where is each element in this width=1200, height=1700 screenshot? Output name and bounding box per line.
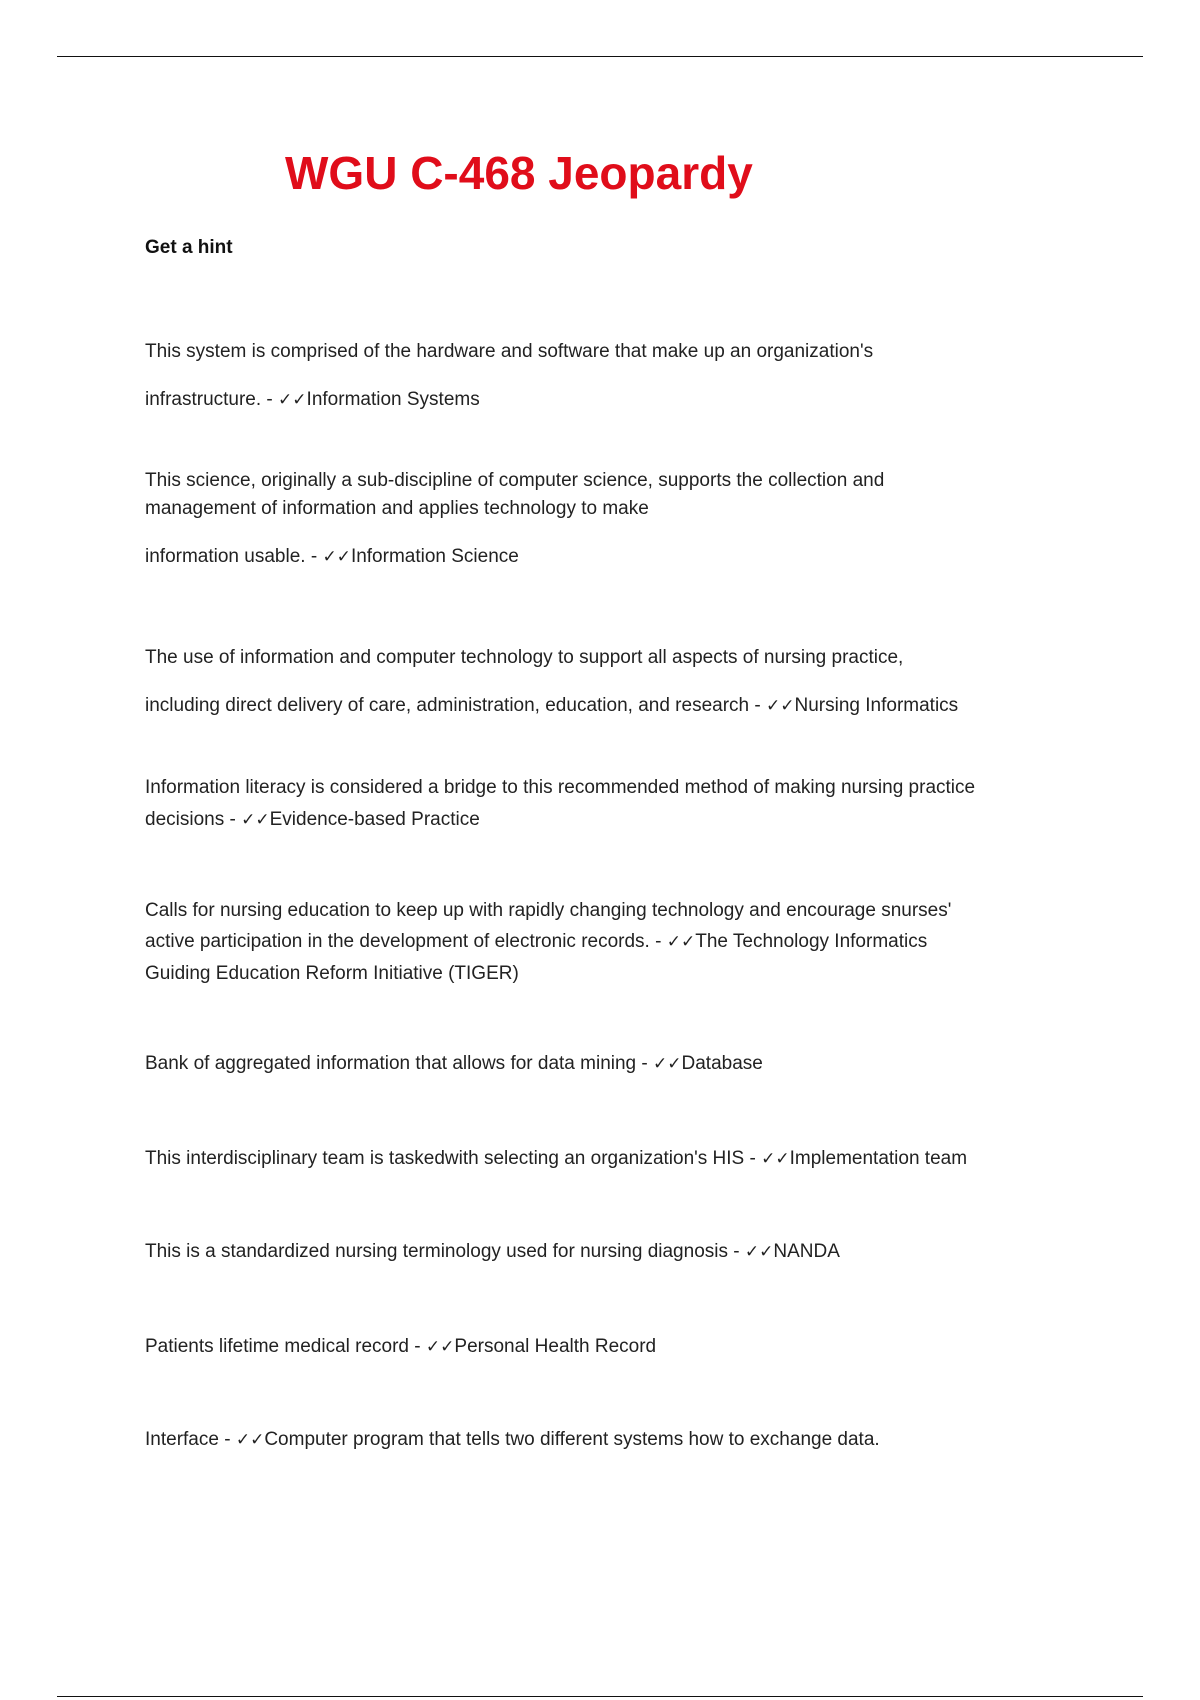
double-check-icon: ✓✓ [666, 932, 696, 952]
answer-text: Computer program that tells two different systems how to exchange data. [264, 1429, 880, 1450]
answer-text: Information Science [350, 546, 519, 567]
double-check-icon: ✓✓ [761, 1149, 790, 1169]
question-answer-line [145, 926, 1045, 958]
question-line: This science, originally a sub-discipline of computer science, supports the collection and [145, 470, 885, 491]
question-line: This system is comprised of the hardware and software that make up an organization's [145, 341, 874, 362]
question-text: including direct delivery of care, administration, education, and research [145, 695, 750, 716]
question-answer-line [145, 682, 1045, 730]
answer-text: NANDA [773, 1241, 840, 1262]
qa-item-4 [145, 772, 1045, 836]
double-check-icon: ✓✓ [241, 810, 270, 830]
answer-text: The Technology Informatics [695, 931, 928, 952]
separator: - [749, 695, 766, 716]
question-line: management of information and applies technology to make [145, 498, 649, 519]
hint-label: Get a hint [145, 237, 233, 258]
question-answer-line [145, 1145, 1045, 1173]
question-text: information usable. [145, 546, 306, 567]
answer-text: Information Systems [306, 389, 480, 410]
question-line: Information literacy is considered a bridge to this recommended method of making nursing practice [145, 777, 976, 798]
answer-text: Database [681, 1053, 763, 1074]
question-text: Interface [145, 1429, 219, 1450]
double-check-icon: ✓✓ [425, 1337, 455, 1357]
qa-item-1 [145, 328, 1045, 424]
question-text: This interdisciplinary team is taskedwith selecting an organization's HIS [145, 1148, 745, 1169]
answer-text-continued: Guiding Education Reform Initiative (TIGER) [145, 963, 519, 984]
qa-item-9 [145, 1333, 1045, 1361]
question-answer-line [145, 1238, 1045, 1266]
qa-item-2 [145, 467, 1045, 571]
qa-item-5 [145, 895, 1045, 989]
question-answer-line [145, 1426, 1045, 1454]
double-check-icon: ✓✓ [744, 1242, 774, 1262]
separator: - [727, 1241, 745, 1262]
document-title: WGU C-468 Jeopardy [285, 147, 753, 199]
separator: - [649, 931, 667, 952]
qa-item-8 [145, 1238, 1045, 1266]
answer-text: Evidence-based Practice [269, 809, 480, 830]
separator: - [636, 1053, 654, 1074]
question-answer-line [145, 1050, 1045, 1078]
separator: - [261, 389, 279, 410]
separator: - [409, 1336, 426, 1357]
answer-text: Nursing Informatics [794, 695, 959, 716]
question-text: infrastructure. [145, 389, 262, 410]
separator: - [224, 809, 242, 830]
top-divider [57, 56, 1143, 57]
answer-text: Implementation team [789, 1148, 968, 1169]
question-answer-line [145, 804, 1045, 836]
question-answer-line [145, 543, 1045, 571]
qa-item-10 [145, 1426, 1045, 1454]
question-answer-line [145, 1333, 1045, 1361]
double-check-icon: ✓✓ [653, 1054, 682, 1074]
question-line: Calls for nursing education to keep up with rapidly changing technology and encourage snurses' [145, 900, 952, 921]
double-check-icon: ✓✓ [235, 1430, 265, 1450]
qa-item-3 [145, 634, 1045, 730]
question-text: Bank of aggregated information that allows for data mining [145, 1053, 637, 1074]
double-check-icon: ✓✓ [766, 696, 795, 716]
bottom-divider [57, 1696, 1143, 1697]
separator: - [305, 546, 323, 567]
separator: - [218, 1429, 236, 1450]
separator: - [744, 1148, 762, 1169]
qa-item-6 [145, 1050, 1045, 1078]
question-text: decisions [145, 809, 225, 830]
question-answer-line [145, 376, 1045, 424]
qa-item-7 [145, 1145, 1045, 1173]
question-text: active participation in the development of electronic records. [145, 931, 650, 952]
answer-text: Personal Health Record [454, 1336, 657, 1357]
question-text: This is a standardized nursing terminology used for nursing diagnosis [145, 1241, 728, 1262]
double-check-icon: ✓✓ [322, 547, 351, 567]
question-line: The use of information and computer technology to support all aspects of nursing practice, [145, 647, 904, 668]
double-check-icon: ✓✓ [278, 390, 307, 410]
question-text: Patients lifetime medical record [145, 1336, 409, 1357]
